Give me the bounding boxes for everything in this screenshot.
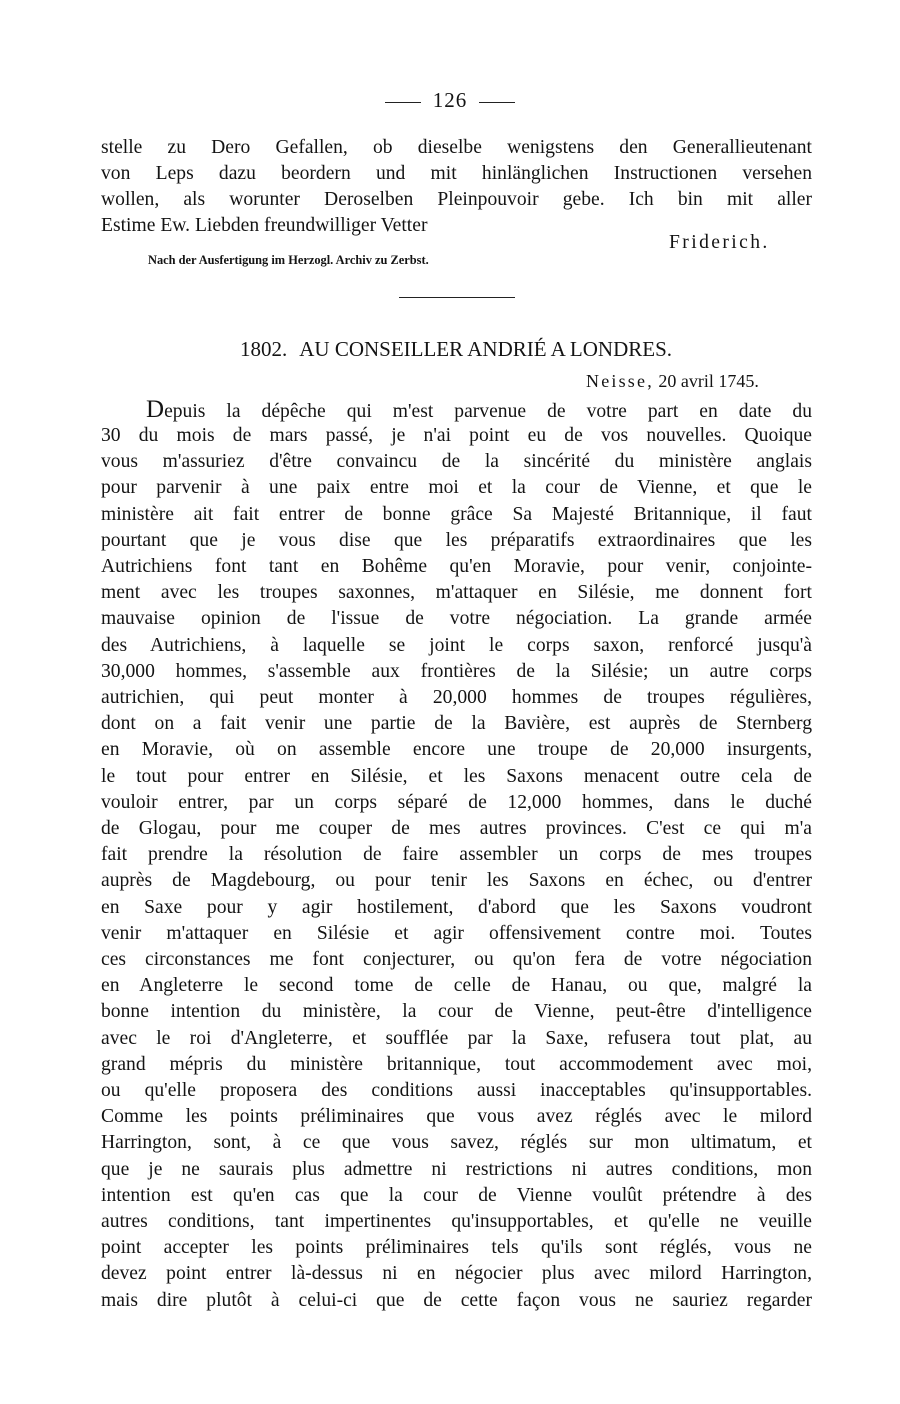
letter-line: autres conditions, tant impertinentes qu'insupportables, et qu'elle ne veuille [101,1211,812,1232]
previous-letter-line: Estime Ew. Liebden freundwilliger Vetter [101,215,428,236]
letter-line: auprès de Magdebourg, ou pour tenir les Saxons en échec, ou d'entrer [101,870,812,892]
letter-line: Comme les points préliminaires que vous avez réglés avec le milord [101,1106,812,1128]
letter-line: grand mépris du ministère britannique, tout accommodement avec moi, [101,1053,812,1075]
letter-line: ou qu'elle proposera des conditions aussi inacceptables qu'insupportables. [101,1080,812,1101]
signature: Friderich. [669,232,770,253]
letter-line: intention est qu'en cas que la cour de Vienne voulût prétendre à des [101,1184,812,1206]
letter-line: 30 du mois de mars passé, je n'ai point eu de vos nouvelles. Quoique [101,425,812,446]
letter-date: 20 avril 1745. [658,371,759,391]
previous-letter-line: stelle zu Dero Gefallen, ob dieselbe wenigstens den Generallieutenant [101,137,812,158]
letter-line: pourtant que je vous dise que les préparatifs extraordinaires que les [101,529,812,551]
letter-line: pour parvenir à une paix entre moi et la cour de Vienne, et que le [101,477,812,499]
letter-heading [0,337,900,362]
letter-line: fait prendre la résolution de faire assembler un corps de mes troupes [101,844,812,866]
source-note: Nach der Ausfertigung im Herzogl. Archiv zu Zerbst. [148,253,429,267]
letter-line: avec le roi d'Angleterre, et soufflée par la Saxe, refusera tout plat, au [101,1027,812,1049]
letter-line: le tout pour entrer en Silésie, et les Saxons menacent outre cela de [101,765,812,787]
initial-letter: D [146,396,165,423]
letter-line: en Saxe pour y agir hostilement, d'abord que les Saxons voudront [101,896,812,918]
letter-line: ministère ait fait entrer de bonne grâce Sa Majesté Britannique, il faut [101,503,812,525]
previous-letter-line: von Leps dazu beordern und mit hinlänglichen Instructionen versehen [101,163,812,184]
letter-place: Neisse, [586,371,654,391]
letter-line: que je ne saurais plus admettre ni restrictions ni autres conditions, mon [101,1158,812,1180]
header-dash-left [385,102,421,103]
letter-line: de Glogau, pour me couper de mes autres provinces. C'est ce qui m'a [101,818,812,839]
letter-line: devez point entrer là-dessus ni en négocier plus avec milord Harrington, [101,1263,812,1285]
letter-line: Autrichiens font tant en Bohême qu'en Moravie, pour venir, conjointe- [101,556,812,577]
letter-line: mais dire plutôt à celui-ci que de cette façon vous ne sauriez regarder [101,1289,812,1311]
letter-line: Harrington, sont, à ce que vous savez, réglés sur mon ultimatum, et [101,1132,812,1154]
letter-line: bonne intention du ministère, la cour de Vienne, peut-être d'intelligence [101,1001,812,1023]
dateline [586,371,759,392]
letter-number: 1802. [239,337,288,361]
letter-line: en Moravie, où on assemble encore une troupe de 20,000 insurgents, [101,739,812,761]
letter-line: ces circonstances me font conjecturer, ou qu'on fera de votre négociation [101,949,812,970]
page-header [0,88,900,113]
letter-line: autrichien, qui peut monter à 20,000 hommes de troupes régulières, [101,687,812,708]
section-divider [399,297,515,298]
previous-letter-line: wollen, als worunter Deroselben Pleinpouvoir gebe. Ich bin mit aller [101,189,812,210]
letter-line: venir m'attaquer en Silésie et agir offensivement contre moi. Toutes [101,922,812,944]
letter-line: vouloir entrer, par un corps séparé de 12,000 hommes, dans le duché [101,791,812,813]
letter-line: ment avec les troupes saxonnes, m'attaquer en Silésie, me donnent fort [101,582,812,604]
letter-line: mauvaise opinion de l'issue de votre négociation. La grande armée [101,608,812,630]
letter-line: vous m'assuriez d'être convaincu de la sincérité du ministère anglais [101,451,812,473]
letter-line: 30,000 hommes, s'assemble aux frontières de la Silésie; un autre corps [101,660,812,682]
letter-line: dont on a fait venir une partie de la Bavière, est auprès de Sternberg [101,713,812,735]
letter-first-line [146,398,812,424]
first-line-text: epuis la dépêche qui m'est parvenue de votre part en date du [164,401,812,422]
letter-title: AU CONSEILLER ANDRIÉ A LONDRES. [299,337,672,361]
page-number: 126 [432,88,468,112]
letter-line: en Angleterre le second tome de celle de Hanau, ou que, malgré la [101,975,812,997]
header-dash-right [479,102,515,103]
letter-line: point accepter les points préliminaires tels qu'ils sont réglés, vous ne [101,1237,812,1259]
letter-line: des Autrichiens, à laquelle se joint le corps saxon, renforcé jusqu'à [101,634,812,656]
